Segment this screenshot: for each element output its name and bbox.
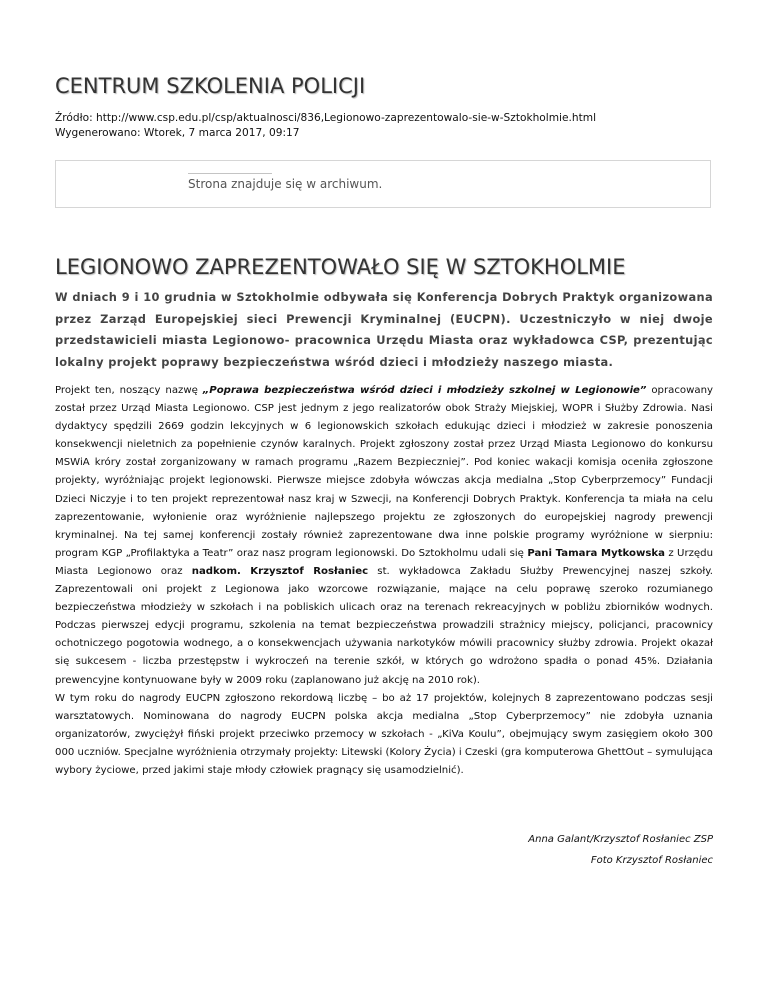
document-meta <box>55 111 596 141</box>
paragraph-text: z Urzędu Miasta Legionowo oraz <box>55 547 714 577</box>
paragraph-text: Projekt ten, noszący nazwę <box>55 385 203 396</box>
paragraph-text: opracowany został przez Urząd Miasta Legionowo. CSP jest jednym z jego realizatorów obok Straży Miejskiej, WOPR i Służby Zdrowia. Nasi dydaktycy spędzili 2669 godzin lekcyjnych w 6 legionowskich szkołach edukując dzieci i młodzież w zakresie ponoszenia konsekwencji nieletnich za popełnienie czynów karalnych. Projekt zgłoszony został przez Urząd Miasta Legionowo do konkursu MSWiA króry został zorganizowany w ramach programu „Razem Bezpieczniej”. Pod koniec wakacji komisja oceniła zgłoszone projekty, wyróżniając projekt legionowski. Pierwsze miejsce zdobyła wówczas akcja medialna „Stop Cyberprzemocy” Fundacji Dzieci Niczyje i to ten projekt reprezentował nasz kraj w Szwecji, na Konferencji Dobrych Praktyk. Konferencja ta miała na celu zaprezentowanie, wyłonienie oraz wyróżnienie najlepszego projektu ze zgłoszonych do europejskiej nagrody prewencji kryminalnej. Na tej samej konferencji zostały również zaprezentowane dwa inne polskie programy wyróżnione w sierpniu: program KGP „Profilaktyka a Teatr” oraz nasz program legionowski. Do Sztokholmu udali się <box>55 385 713 559</box>
project-name: „Poprawa bezpieczeństwa wśród dzieci i młodzieży szkolnej w Legionowie” <box>202 385 647 396</box>
archive-notice-text: Strona znajduje się w archiwum. <box>188 177 383 191</box>
signature-authors: Anna Galant/Krzysztof Rosłaniec ZSP <box>528 834 713 845</box>
paragraph-text: st. wykładowca Zakładu Służby Prewencyjnej naszej szkoły. Zaprezentowali oni projekt z Legionowa jako wzorcowe rozwiązanie, mające na celu poprawę szeroko rozumianego bezpieczeństwa młodzieży w szkołach i na pobliskich ulicach oraz na terenach rekreacyjnych w pobliżu zbiorników wodnych. Podczas pierwszej edycji programu, szkolenia na temat bezpieczeństwa prowadzili strażnicy miejscy, policjanci, pracownicy ochotniczego pogotowia wodnego, a o konsekwencjach używania narkotyków mówili pracownicy służby zdrowia. Projekt okazał się sukcesem - liczba przestępstw i wykroczeń na terenie szkół, w których go wdrożono spadła o ponad 45%. Działania prewencyjne kontynuowane były w 2009 roku (zaplanowano już akcję na 2010 rok). <box>55 565 713 686</box>
site-title: CENTRUM SZKOLENIA POLICJI <box>55 74 366 99</box>
article-title: LEGIONOWO ZAPREZENTOWAŁO SIĘ W SZTOKHOLMIE <box>55 255 626 280</box>
source-url: Źródło: http://www.csp.edu.pl/csp/aktualnosci/836,Legionowo-zaprezentowalo-sie-w-Sztokholmie.html <box>55 112 597 124</box>
article-paragraph: W tym roku do nagrody EUCPN zgłoszono rekordową liczbę – bo aż 17 projektów, kolejnych 8 zaprezentowano podczas sesji warsztatowych. Nominowana do nagrody EUCPN polska akcja medialna „Stop Cyberprzemocy” nie zdobyła uznania organizatorów, zwyciężył fiński projekt przeciwko przemocy w szkołach - „KiVa Koulu”, obejmujący swym zasięgiem około 300 000 uczniów. Specjalne wyróżnienia otrzymały projekty: Litewski (Kolory Życia) i Czeski (gra komputerowa GhettOut – symulująca wybory życiowe, przed jakimi staje młody człowiek pragnący się usamodzielnić). <box>55 692 713 776</box>
archive-notice <box>55 160 711 208</box>
signature-photo-credit: Foto Krzysztof Rosłaniec <box>590 855 713 866</box>
generated-date: Wygenerowano: Wtorek, 7 marca 2017, 09:17 <box>55 127 300 139</box>
article-paragraph <box>55 382 713 690</box>
article-signature <box>528 829 713 871</box>
person-name: Pani Tamara Mytkowska <box>527 547 665 559</box>
article-body <box>55 382 713 780</box>
archive-divider <box>188 173 272 174</box>
article-lead: W dniach 9 i 10 grudnia w Sztokholmie odbywała się Konferencja Dobrych Praktyk organizowana przez Zarząd Europejskiej sieci Prewencji Kryminalnej (EUCPN). Uczestniczyło w niej dwoje przedstawicieli miasta Legionowo- pracownica Urzędu Miasta oraz wykładowca CSP, prezentując lokalny projekt poprawy bezpieczeństwa wśród dzieci i młodzieży naszego miasta. <box>55 290 713 369</box>
person-name: nadkom. Krzysztof Rosłaniec <box>191 565 369 577</box>
